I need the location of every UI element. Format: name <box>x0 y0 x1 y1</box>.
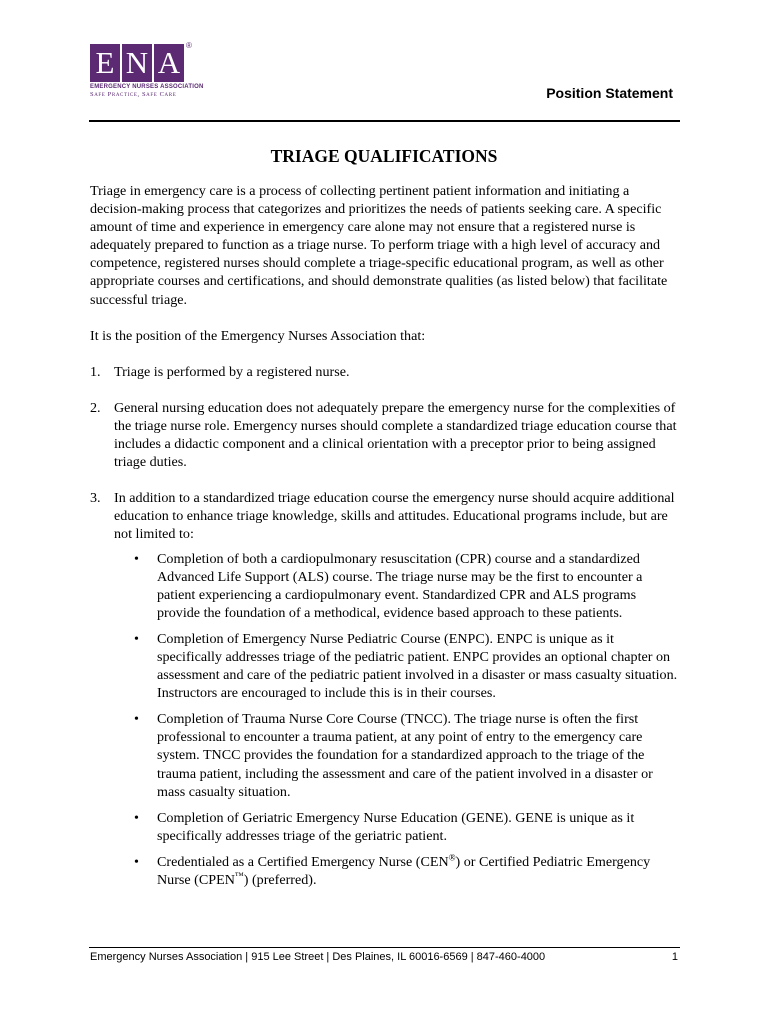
page-title: TRIAGE QUALIFICATIONS <box>270 146 498 166</box>
list-number: 2. <box>90 399 101 416</box>
bullet-text: Completion of both a cardiopulmonary resuscitation (CPR) course and a standardized Advanced Life Support (ALS) course. The triage nurse may be the first to encounter a patient experiencing a cardiopulmonary event. Standardized CPR and ALS programs provide the foundation of a methodical, evidence based approach to these patients. <box>157 550 643 621</box>
trademark-mark: ™ <box>234 870 244 881</box>
bullet-text-certification <box>157 854 650 888</box>
bullet-item <box>114 550 680 622</box>
footer-divider <box>89 947 680 948</box>
bullet-item <box>114 630 680 702</box>
list-item <box>90 363 680 381</box>
list-item <box>90 399 680 471</box>
list-item-text: General nursing education does not adequately prepare the emergency nurse for the complexities of the triage nurse role. Emergency nurses should complete a standardized triage education course that includes a didactic component and a clinical orientation with a preceptor prior to being assigned triage duties. <box>114 399 677 471</box>
document-body <box>90 182 680 907</box>
list-item <box>90 489 680 889</box>
bullet-item <box>114 710 680 800</box>
ena-logo <box>90 41 204 102</box>
cert-text-3: ) (preferred). <box>243 872 317 888</box>
logo-tagline: Safe Practice, Safe Care <box>90 91 177 98</box>
logo-org-name: EMERGENCY NURSES ASSOCIATION <box>90 84 204 90</box>
logo-letter-n: N <box>122 44 152 82</box>
bullet-icon: • <box>134 711 139 728</box>
footer-address: Emergency Nurses Association | 915 Lee Street | Des Plaines, IL 60016-6569 | 847-460-4000 <box>90 951 546 963</box>
bullet-item <box>114 853 680 889</box>
document-type-label: Position Statement <box>546 85 673 101</box>
list-number: 3. <box>90 490 101 507</box>
bullet-icon: • <box>134 809 139 826</box>
cert-text-2: ) or Certified Pediatric Emergency Nurse (CPEN <box>157 853 651 888</box>
education-bullets <box>114 550 680 890</box>
bullet-icon: • <box>134 853 139 870</box>
bullet-text: Completion of Geriatric Emergency Nurse Education (GENE). GENE is unique as it specifically addresses triage of the geriatric patient. <box>157 809 635 844</box>
logo-letter-e: E <box>90 44 120 82</box>
logo-letter-a: A <box>154 44 184 82</box>
cert-text-1: Credentialed as a Certified Emergency Nurse (CEN <box>157 853 449 870</box>
intro-paragraph: Triage in emergency care is a process of collecting pertinent patient information and initiating a decision-making process that categorizes and prioritizes the needs of patients seeking care. A specific amount of time and experience in emergency care alone may not ensure that a registered nurse is adequately prepared to function as a triage nurse. To perform triage with a high level of accuracy and competence, registered nurses should complete a triage-specific educational program, as well as other appropriate courses and certifications, and should demonstrate qualities (as listed below) that facilitate successful triage. <box>90 183 668 308</box>
bullet-text: Completion of Trauma Nurse Core Course (TNCC). The triage nurse is often the first professional to encounter a trauma patient, at any point of entry to the emergency care system. TNCC provides the foundation for a standardized approach to the triage of the trauma patient, including the assessment and care of the patient involved in a disaster or mass casualty situation. <box>157 711 653 800</box>
position-lead: It is the position of the Emergency Nurses Association that: <box>90 327 426 344</box>
bullet-item <box>114 809 680 845</box>
bullet-icon: • <box>134 550 139 567</box>
registered-mark: ® <box>448 852 456 863</box>
position-list <box>90 363 680 889</box>
logo-registered-mark: ® <box>186 41 192 50</box>
page-number: 1 <box>671 951 678 963</box>
header-divider <box>89 120 680 122</box>
list-item-text: In addition to a standardized triage education course the emergency nurse should acquire additional education to enhance triage knowledge, skills and attitudes. Educational programs include, but are not limited to: <box>114 490 675 543</box>
list-number: 1. <box>90 363 101 380</box>
bullet-text: Completion of Emergency Nurse Pediatric Course (ENPC). ENPC is unique as it specifically addresses triage of the pediatric patient. ENPC provides an optional chapter on assessment and care of the pediatric patient involved in a disaster or mass casualty situation. Instructors are encouraged to include this is in their courses. <box>157 630 678 702</box>
list-item-text: Triage is performed by a registered nurse. <box>114 363 350 380</box>
bullet-icon: • <box>134 630 139 647</box>
